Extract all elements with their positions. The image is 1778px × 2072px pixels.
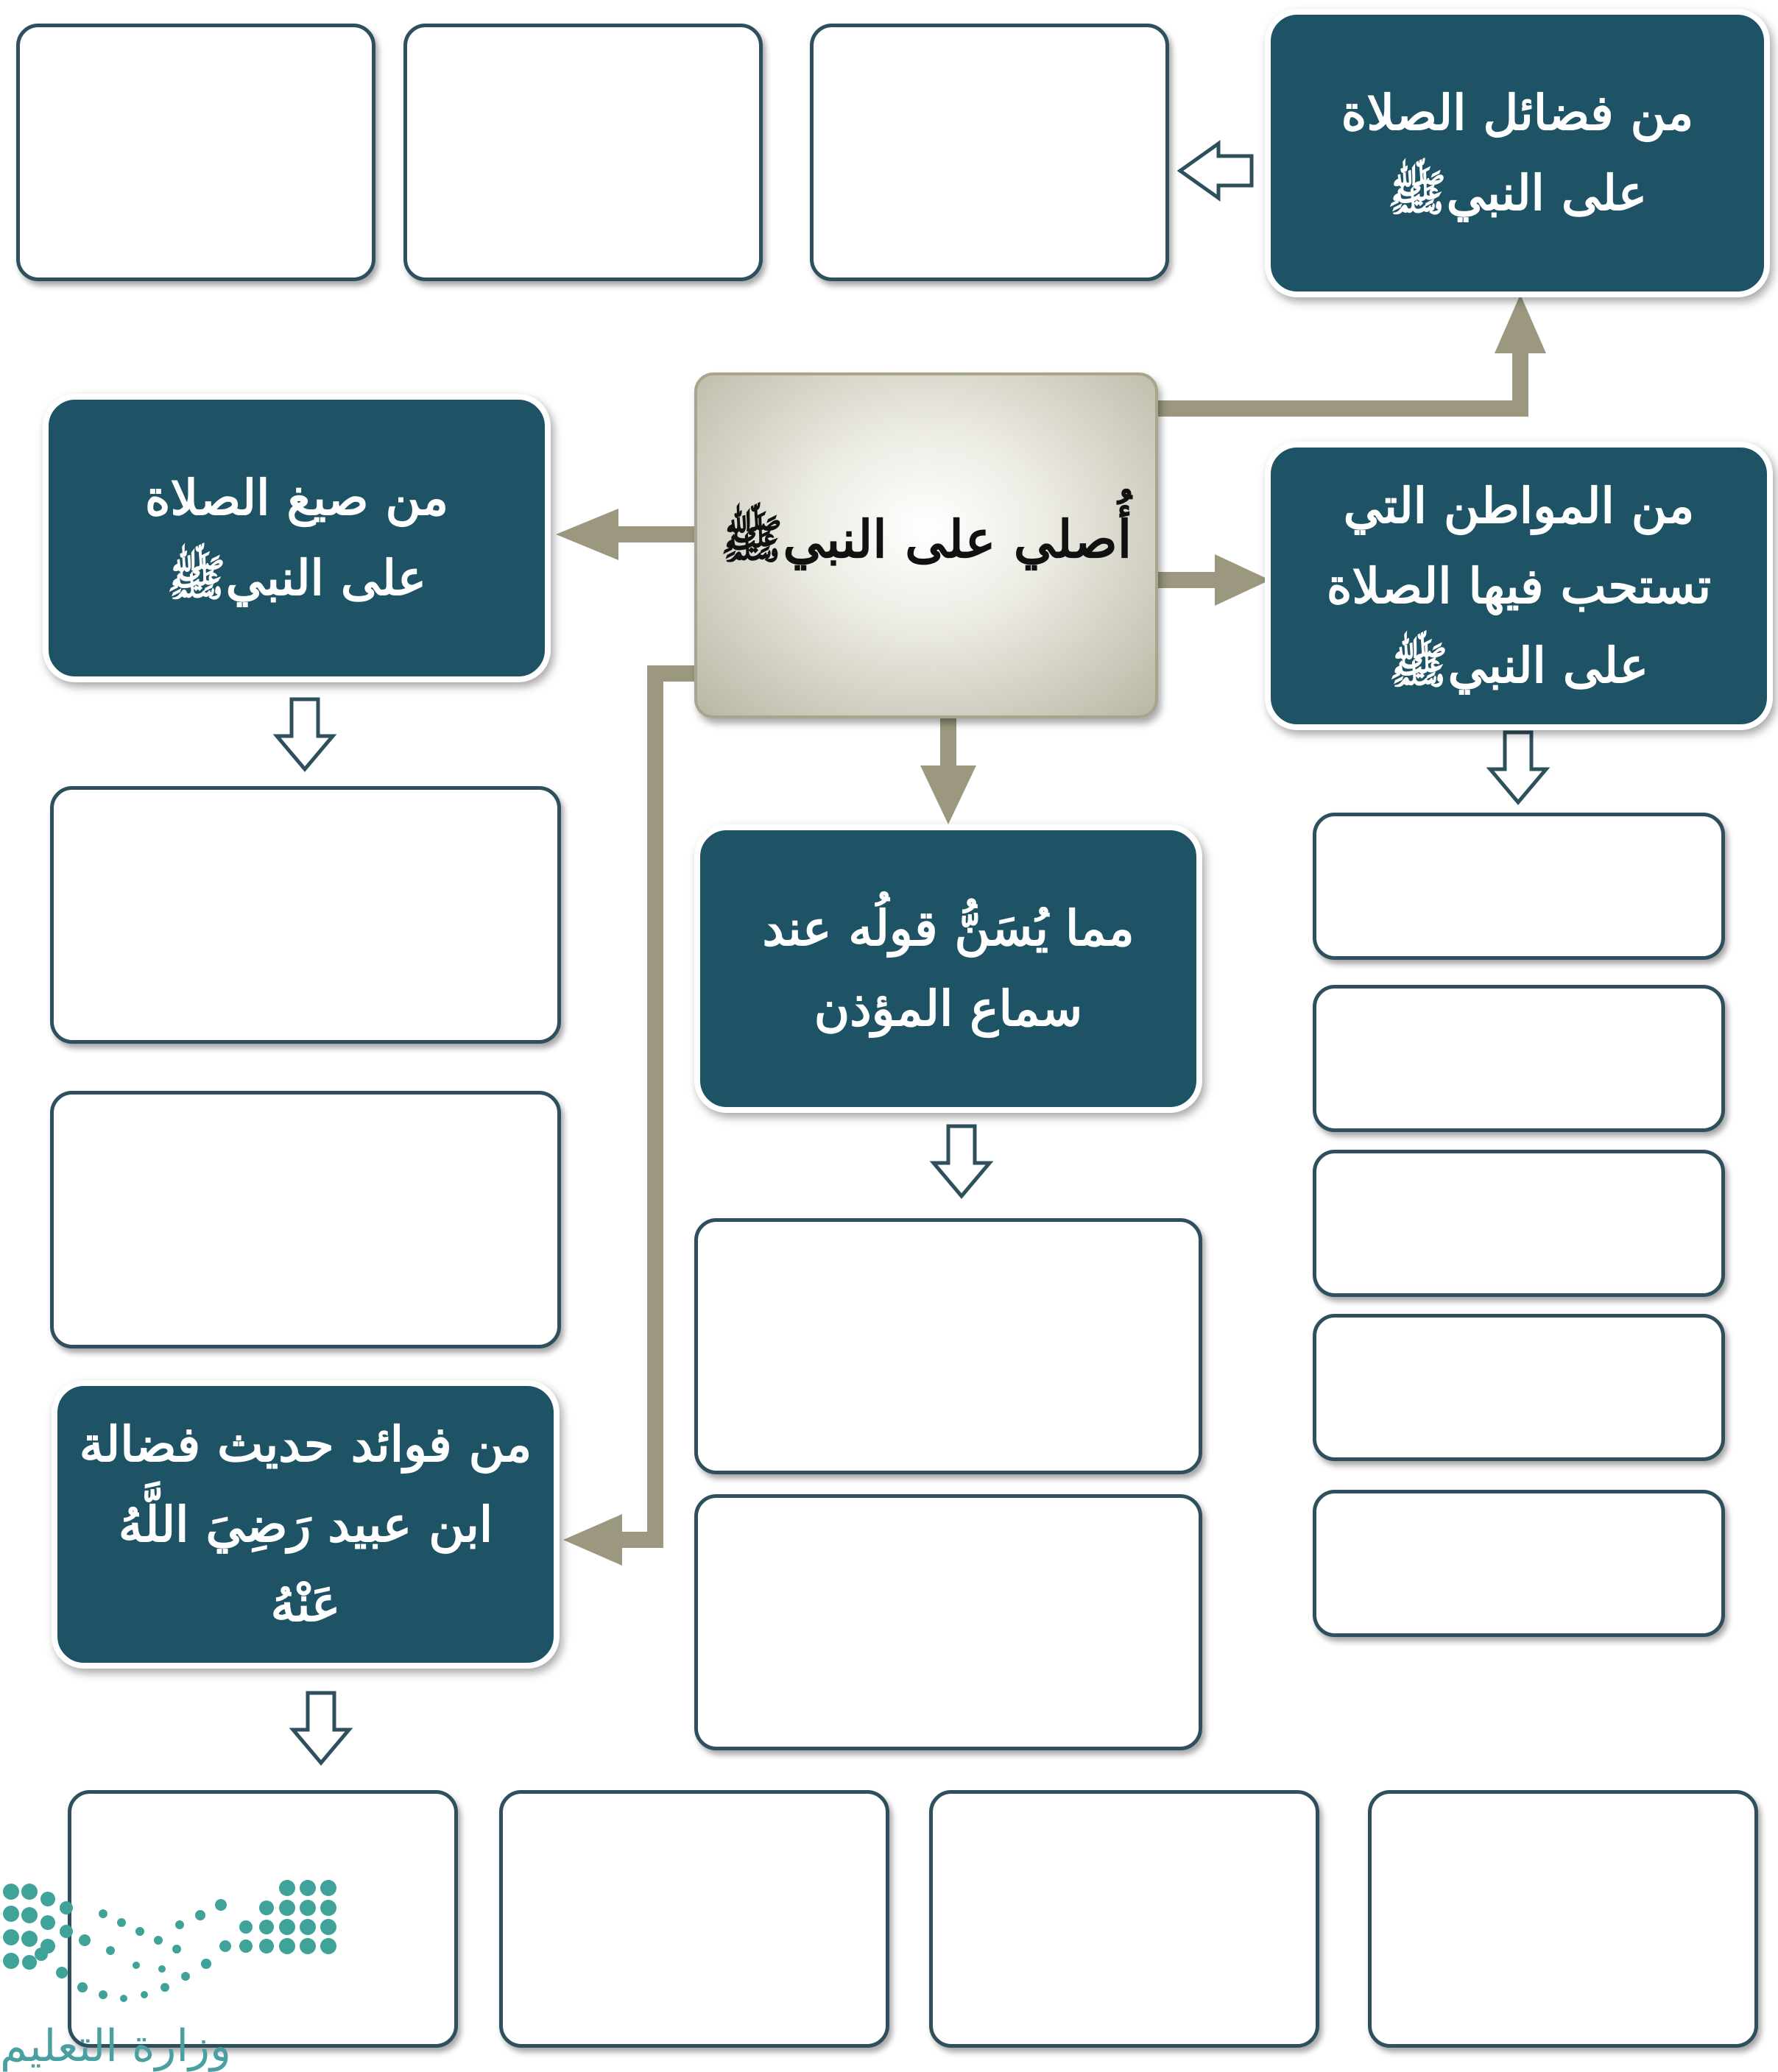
hollow-arrow-virtues — [1180, 144, 1252, 198]
arrowhead-places — [1215, 554, 1270, 606]
arrowhead-hadith — [563, 1514, 622, 1566]
arrowhead-formulas — [556, 509, 618, 560]
category-places — [1265, 442, 1773, 730]
category-adhan — [694, 824, 1202, 1113]
category-formulas-label: من صيغ الصلاة على النبيﷺ — [144, 469, 449, 607]
answer-box-adhan-1[interactable] — [694, 1218, 1202, 1474]
answer-box-adhan-2[interactable] — [694, 1494, 1202, 1750]
answer-box-places-1[interactable] — [1313, 813, 1725, 960]
answer-box-hadith-3[interactable] — [499, 1790, 889, 2048]
category-formulas — [43, 394, 551, 682]
hollow-arrow-hadith — [293, 1693, 349, 1763]
answer-box-formulas-2[interactable] — [50, 1091, 561, 1348]
hollow-arrow-adhan — [934, 1126, 989, 1196]
answer-box-hadith-2[interactable] — [929, 1790, 1319, 2048]
connector-to-hadith — [618, 673, 694, 1540]
category-hadith-label: من فوائد حديث فضالة ابن عبيد رَضِيَ اللَّهُ عَنْهُ — [79, 1415, 532, 1633]
answer-box-virtues-1[interactable] — [810, 24, 1169, 281]
answer-box-virtues-2[interactable] — [403, 24, 763, 281]
answer-box-hadith-1[interactable] — [1368, 1790, 1758, 2048]
hollow-arrow-places — [1490, 732, 1546, 802]
connector-to-virtues — [1158, 350, 1520, 409]
answer-box-formulas-1[interactable] — [50, 786, 561, 1044]
answer-box-virtues-3[interactable] — [16, 24, 375, 281]
center-topic — [694, 372, 1158, 718]
answer-box-places-5[interactable] — [1313, 1490, 1725, 1637]
category-adhan-label: مما يُسَنُّ قولُه عند سماع المؤذن — [762, 899, 1135, 1037]
arrowhead-virtues — [1495, 294, 1546, 353]
category-places-label: من المواطن التي تستحب فيها الصلاة على النبيﷺ — [1326, 476, 1712, 695]
category-hadith — [52, 1380, 560, 1669]
category-virtues — [1265, 9, 1770, 297]
category-virtues-label: من فضائل الصلاة على النبيﷺ — [1341, 84, 1694, 222]
answer-box-places-3[interactable] — [1313, 1150, 1725, 1297]
center-topic-label: أُصلي على النبيﷺ — [720, 508, 1132, 570]
hollow-arrow-formulas — [277, 699, 333, 769]
arrowhead-adhan — [920, 765, 976, 824]
ministry-logo-text: وزارة التعليم — [0, 2020, 232, 2072]
answer-box-places-2[interactable] — [1313, 985, 1725, 1132]
answer-box-places-4[interactable] — [1313, 1314, 1725, 1461]
